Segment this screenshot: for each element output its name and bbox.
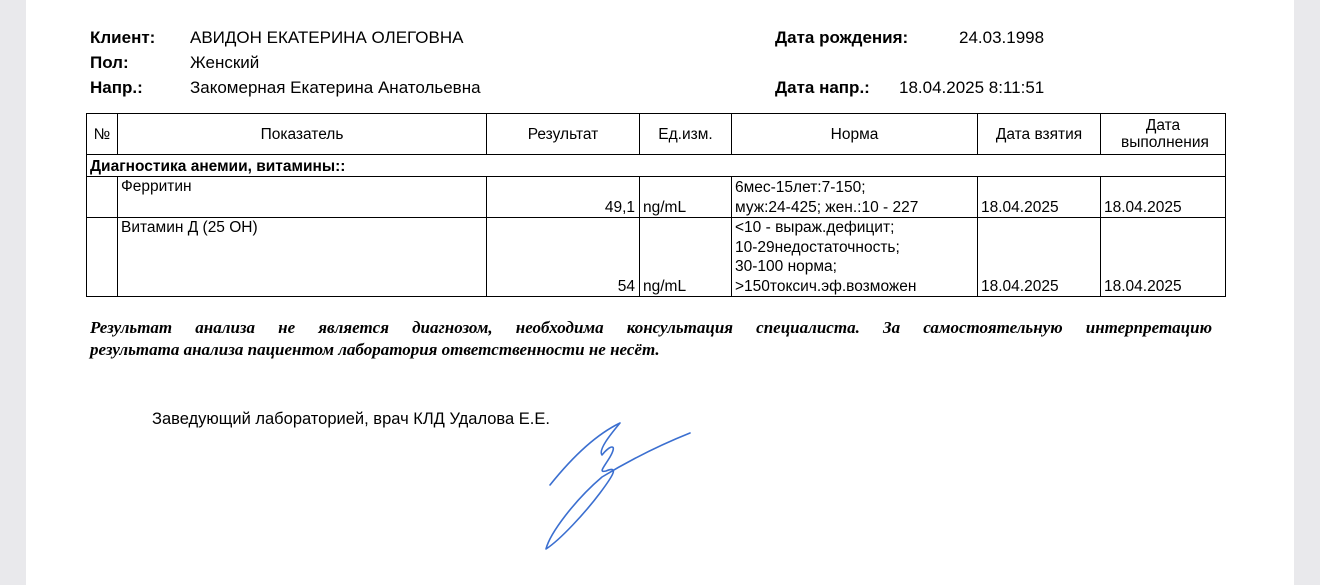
referral-date-label: Дата напр.:: [775, 78, 870, 97]
norm-range: [732, 177, 978, 218]
dob-label: Дата рождения:: [775, 28, 909, 47]
table-header-row: [87, 114, 1226, 155]
date-taken: 18.04.2025: [978, 218, 1101, 297]
section-row: [87, 155, 1226, 177]
col-header-number: №: [87, 114, 118, 155]
unit-value: ng/mL: [640, 177, 732, 218]
norm-line: 30-100 норма;: [735, 258, 837, 275]
result-value: 54: [487, 218, 640, 297]
col-header-date-done: Дата выполнения: [1101, 114, 1226, 155]
section-title: Диагностика анемии, витамины::: [87, 155, 1226, 177]
disclaimer-line: результата анализа пациентом лаборатория ответственности не несёт.: [90, 340, 660, 359]
norm-range: [732, 218, 978, 297]
dob-value: 24.03.1998: [959, 28, 1045, 47]
col-header-indicator: Показатель: [118, 114, 487, 155]
col-header-result: Результат: [487, 114, 640, 155]
referrer-label: Напр.:: [90, 78, 143, 97]
client-value: АВИДОН ЕКАТЕРИНА ОЛЕГОВНА: [190, 28, 464, 47]
indicator-name: Витамин Д (25 ОН): [118, 218, 487, 297]
table-row: [87, 218, 1226, 297]
col-header-norm: Норма: [732, 114, 978, 155]
norm-line: <10 - выраж.дефицит;: [735, 219, 895, 236]
norm-line: >150токсич.эф.возможен: [735, 277, 917, 295]
norm-line: 10-29недостаточность;: [735, 238, 900, 256]
date-done: 18.04.2025: [1101, 177, 1226, 218]
row-number: [87, 177, 118, 218]
sex-value: Женский: [190, 53, 260, 72]
row-number: [87, 218, 118, 297]
signature-caption: Заведующий лабораторией, врач КЛД Удалова Е.Е.: [152, 410, 550, 428]
referral-date-value: 18.04.2025 8:11:51: [899, 78, 1045, 97]
norm-line: муж:24-425; жен.:10 - 227: [735, 198, 919, 216]
client-label: Клиент:: [90, 28, 156, 47]
result-value: 49,1: [487, 177, 640, 218]
col-header-date-taken: Дата взятия: [978, 114, 1101, 155]
handwritten-signature: [540, 415, 700, 555]
col-header-unit: Ед.изм.: [640, 114, 732, 155]
unit-value: ng/mL: [640, 218, 732, 297]
date-taken: 18.04.2025: [978, 177, 1101, 218]
norm-line: 6мес-15лет:7-150;: [735, 179, 866, 196]
results-table: [86, 113, 1226, 297]
table-row: [87, 177, 1226, 218]
referrer-value: Закомерная Екатерина Анатольевна: [190, 78, 481, 97]
indicator-name: Ферритин: [118, 177, 487, 218]
disclaimer: [90, 317, 1212, 361]
signature-stroke: [546, 423, 690, 549]
disclaimer-line: Результат анализа не является диагнозом, необходима консультация специалиста. За самостоятельную интерпретацию: [90, 318, 1212, 337]
date-done: 18.04.2025: [1101, 218, 1226, 297]
sex-label: Пол:: [90, 53, 129, 72]
